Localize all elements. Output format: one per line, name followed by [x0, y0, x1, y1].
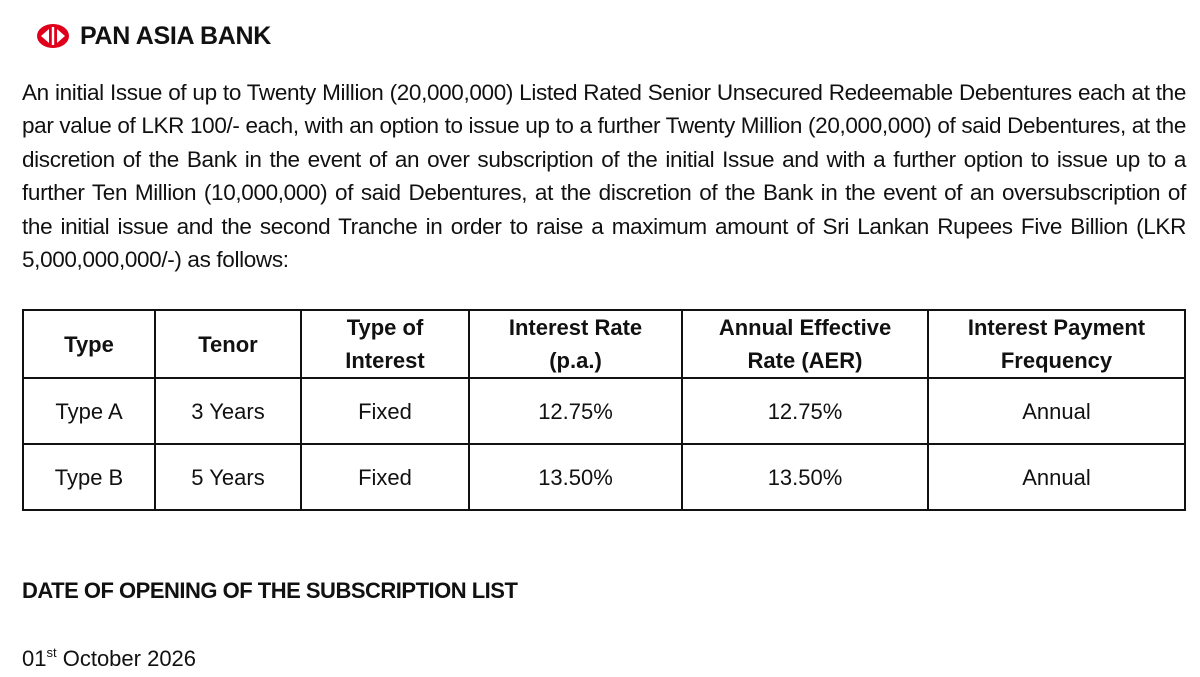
column-header-aer	[682, 310, 928, 378]
opening-date	[22, 646, 196, 672]
debenture-rates-table	[22, 309, 1186, 511]
header-line: Interest	[345, 348, 425, 373]
date-day: 01	[22, 646, 47, 671]
bank-name: PAN ASIA BANK	[80, 21, 272, 50]
header-line: Type of	[346, 315, 424, 340]
cell-payment-frequency: Annual	[928, 444, 1185, 510]
header-line: Annual Effective	[718, 315, 892, 340]
column-header-payment-frequency	[928, 310, 1185, 378]
intro-paragraph: An initial Issue of up to Twenty Million (20,000,000) Listed Rated Senior Unsecured Redeemable Debentures each at the par value of LKR 100/- each, with an option to issue up to a further Twenty Million (20,000,000) of said Debentures, at the discretion of the Bank in the event of an over subscription of the initial Issue and with a further option to issue up to a further Ten Million (10,000,000) of said Debentures, at the discretion of the Bank in the event of an oversubscription of the initial issue and the second Tranche in order to raise a maximum amount of Sri Lankan Rupees Five Billion (LKR 5,000,000,000/-) as follows:	[22, 80, 1186, 273]
brand-header	[36, 20, 271, 52]
cell-type: Type A	[23, 378, 155, 444]
header-line: (p.a.)	[549, 348, 602, 373]
header-line: Frequency	[1000, 348, 1113, 373]
cell-interest-rate: 13.50%	[469, 444, 682, 510]
column-header-type	[23, 310, 155, 378]
cell-aer: 12.75%	[682, 378, 928, 444]
cell-aer: 13.50%	[682, 444, 928, 510]
header-line: Tenor	[198, 331, 258, 357]
cell-tenor: 5 Years	[155, 444, 301, 510]
cell-interest-type: Fixed	[301, 378, 469, 444]
table-row	[23, 444, 1185, 510]
column-header-tenor	[155, 310, 301, 378]
date-month-year: October 2026	[56, 646, 197, 671]
header-line: Type	[64, 331, 114, 357]
table-header-row	[23, 310, 1185, 378]
subscription-heading: DATE OF OPENING OF THE SUBSCRIPTION LIST	[22, 578, 518, 603]
cell-interest-rate: 12.75%	[469, 378, 682, 444]
cell-tenor: 3 Years	[155, 378, 301, 444]
cell-interest-type: Fixed	[301, 444, 469, 510]
column-header-interest-rate	[469, 310, 682, 378]
pan-asia-bank-logo-icon	[36, 23, 70, 49]
header-line: Interest Rate	[508, 315, 643, 340]
header-line: Interest Payment	[967, 315, 1146, 340]
column-header-type-of-interest	[301, 310, 469, 378]
cell-payment-frequency: Annual	[928, 378, 1185, 444]
date-ordinal-suffix: st	[46, 645, 57, 660]
cell-type: Type B	[23, 444, 155, 510]
table-row	[23, 378, 1185, 444]
header-line: Rate (AER)	[747, 348, 863, 373]
